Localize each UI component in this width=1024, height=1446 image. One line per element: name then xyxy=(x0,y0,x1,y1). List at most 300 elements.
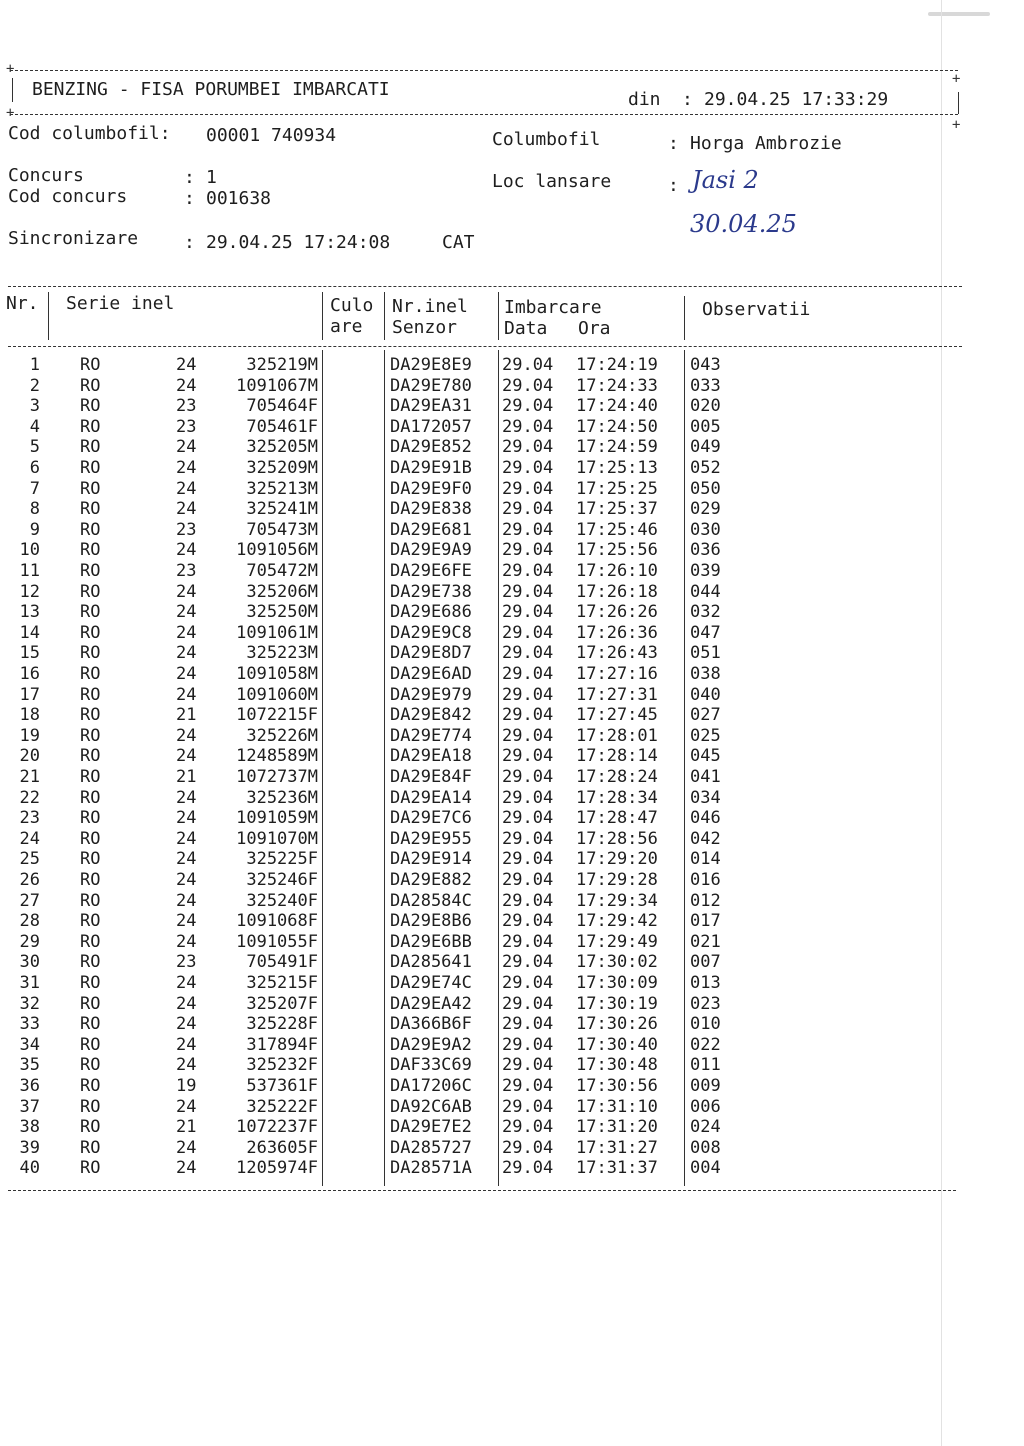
cell-sensor: DA29EA18 xyxy=(390,746,472,767)
header-observatii: Observatii xyxy=(702,299,811,320)
table-row xyxy=(0,973,960,994)
cell-obs: 034 xyxy=(690,787,721,808)
cell-country: RO xyxy=(80,416,101,437)
loc-lansare-colon: : xyxy=(668,175,679,196)
cell-nr: 31 xyxy=(19,973,40,993)
cell-ring: 325213M xyxy=(246,478,318,499)
cell-ring: 325219M xyxy=(246,355,318,375)
cod-columbofil-value: 00001 740934 xyxy=(206,125,337,146)
cell-sensor: DA29EA31 xyxy=(390,396,472,417)
cell-obs: 022 xyxy=(690,1034,721,1055)
cell-time: 17:30:09 xyxy=(576,973,658,993)
cell-ring: 325232F xyxy=(246,1055,318,1076)
cell-year: 21 xyxy=(176,705,197,726)
col-divider xyxy=(498,292,499,340)
cell-year: 24 xyxy=(176,973,197,993)
cell-country: RO xyxy=(80,437,101,458)
cell-nr: 1 xyxy=(29,355,40,375)
cell-sensor: DA29E914 xyxy=(390,849,472,870)
cell-sensor: DA29E738 xyxy=(390,581,472,602)
col-divider xyxy=(48,292,49,340)
cell-date: 29.04 xyxy=(502,416,554,437)
cell-ring: 1091058M xyxy=(236,664,318,684)
cell-obs: 052 xyxy=(690,458,721,478)
cell-ring: 325223M xyxy=(246,643,318,664)
cell-time: 17:29:49 xyxy=(576,931,658,952)
cell-ring: 1072737M xyxy=(236,767,318,787)
table-row xyxy=(0,705,960,726)
cell-ring: 325215F xyxy=(246,973,318,993)
cell-obs: 013 xyxy=(690,973,721,993)
cell-obs: 004 xyxy=(690,1158,721,1179)
cell-time: 17:29:42 xyxy=(576,911,658,932)
cell-time: 17:27:31 xyxy=(576,684,658,705)
cell-year: 24 xyxy=(176,375,197,396)
cell-obs: 020 xyxy=(690,396,721,417)
cell-nr: 18 xyxy=(19,705,40,726)
cell-nr: 20 xyxy=(19,746,40,767)
cell-date: 29.04 xyxy=(502,890,554,911)
cell-ring: 325241M xyxy=(246,499,318,520)
cell-year: 24 xyxy=(176,499,197,520)
cell-date: 29.04 xyxy=(502,437,554,458)
cell-obs: 045 xyxy=(690,746,721,767)
cell-country: RO xyxy=(80,911,101,932)
cell-obs: 010 xyxy=(690,1014,721,1035)
cell-country: RO xyxy=(80,931,101,952)
cell-sensor: DAF33C69 xyxy=(390,1055,472,1076)
cell-sensor: DA29E686 xyxy=(390,602,472,623)
cell-obs: 033 xyxy=(690,375,721,396)
columbofil-colon: : xyxy=(668,133,679,154)
cell-date: 29.04 xyxy=(502,931,554,952)
cell-year: 23 xyxy=(176,416,197,437)
cell-nr: 5 xyxy=(29,437,40,458)
cell-nr: 23 xyxy=(19,808,40,829)
cell-nr: 33 xyxy=(19,1014,40,1035)
cell-year: 24 xyxy=(176,828,197,849)
cell-sensor: DA285727 xyxy=(390,1137,472,1158)
cell-date: 29.04 xyxy=(502,828,554,849)
cell-date: 29.04 xyxy=(502,1117,554,1138)
cell-year: 24 xyxy=(176,643,197,664)
header-nr: Nr. xyxy=(6,293,39,314)
table-row xyxy=(0,808,960,829)
cell-obs: 047 xyxy=(690,622,721,643)
cell-ring: 325206M xyxy=(246,581,318,602)
cell-year: 24 xyxy=(176,1137,197,1158)
cell-country: RO xyxy=(80,890,101,911)
header-ora: Ora xyxy=(578,318,611,339)
header-culoare-2: are xyxy=(330,316,363,337)
din-label: din xyxy=(628,89,661,110)
table-row xyxy=(0,623,960,644)
cell-country: RO xyxy=(80,1117,101,1138)
cell-ring: 317894F xyxy=(246,1034,318,1055)
cell-ring: 1205974F xyxy=(236,1158,318,1179)
header-nrinel-2: Senzor xyxy=(392,317,458,338)
cell-obs: 005 xyxy=(690,416,721,437)
cell-year: 23 xyxy=(176,561,197,581)
cell-country: RO xyxy=(80,602,101,623)
table-row xyxy=(0,685,960,706)
cell-year: 24 xyxy=(176,870,197,890)
cell-year: 24 xyxy=(176,746,197,767)
cell-sensor: DA29E84F xyxy=(390,767,472,787)
sincronizare-timezone: CAT xyxy=(442,232,475,253)
cell-country: RO xyxy=(80,396,101,417)
cell-ring: 1072215F xyxy=(236,705,318,726)
cell-sensor: DA29E955 xyxy=(390,828,472,849)
cell-year: 19 xyxy=(176,1076,197,1096)
col-divider xyxy=(322,292,323,340)
cell-ring: 325240F xyxy=(246,890,318,911)
table-row xyxy=(0,396,960,417)
cell-date: 29.04 xyxy=(502,787,554,808)
cell-country: RO xyxy=(80,375,101,396)
cell-sensor: DA29E6AD xyxy=(390,664,472,684)
table-row xyxy=(0,1076,960,1097)
cell-year: 24 xyxy=(176,787,197,808)
table-row xyxy=(0,479,960,500)
cell-obs: 008 xyxy=(690,1137,721,1158)
cell-country: RO xyxy=(80,355,101,375)
cell-nr: 16 xyxy=(19,664,40,684)
cell-obs: 017 xyxy=(690,911,721,932)
cell-time: 17:31:10 xyxy=(576,1096,658,1117)
cell-obs: 036 xyxy=(690,540,721,561)
cell-nr: 14 xyxy=(19,622,40,643)
cell-sensor: DA29EA42 xyxy=(390,993,472,1014)
cell-date: 29.04 xyxy=(502,355,554,375)
cell-nr: 26 xyxy=(19,870,40,890)
table-row xyxy=(0,952,960,973)
cell-country: RO xyxy=(80,1014,101,1035)
table-row xyxy=(0,911,960,932)
cell-nr: 15 xyxy=(19,643,40,664)
cell-time: 17:28:14 xyxy=(576,746,658,767)
cell-date: 29.04 xyxy=(502,458,554,478)
table-row xyxy=(0,520,960,541)
table-row xyxy=(0,932,960,953)
cell-date: 29.04 xyxy=(502,1014,554,1035)
cell-date: 29.04 xyxy=(502,952,554,973)
concurs-value: 1 xyxy=(206,167,217,188)
cell-nr: 3 xyxy=(29,396,40,417)
cell-time: 17:26:43 xyxy=(576,643,658,664)
table-row xyxy=(0,376,960,397)
table-row xyxy=(0,561,960,582)
cell-country: RO xyxy=(80,540,101,561)
cod-columbofil-label: Cod columbofil: xyxy=(8,123,171,144)
cell-ring: 1091059M xyxy=(236,808,318,829)
cell-time: 17:28:01 xyxy=(576,725,658,746)
cell-date: 29.04 xyxy=(502,1137,554,1158)
cell-country: RO xyxy=(80,725,101,746)
cell-time: 17:30:02 xyxy=(576,952,658,973)
cell-date: 29.04 xyxy=(502,664,554,684)
col-divider xyxy=(684,350,685,1186)
cell-year: 24 xyxy=(176,355,197,375)
cell-sensor: DA29E9C8 xyxy=(390,622,472,643)
cell-country: RO xyxy=(80,767,101,787)
cell-date: 29.04 xyxy=(502,973,554,993)
cell-sensor: DA29E774 xyxy=(390,725,472,746)
cell-sensor: DA29E9A2 xyxy=(390,1034,472,1055)
header-data: Data xyxy=(504,318,548,339)
cell-time: 17:25:37 xyxy=(576,499,658,520)
cell-nr: 8 xyxy=(29,499,40,520)
cell-country: RO xyxy=(80,828,101,849)
header-nrinel-1: Nr.inel xyxy=(392,296,468,317)
cell-year: 24 xyxy=(176,458,197,478)
cell-country: RO xyxy=(80,1158,101,1179)
table-row xyxy=(0,1014,960,1035)
cell-date: 29.04 xyxy=(502,643,554,664)
cell-date: 29.04 xyxy=(502,705,554,726)
cod-concurs-colon: : xyxy=(184,188,195,209)
cell-obs: 011 xyxy=(690,1055,721,1076)
cell-time: 17:26:18 xyxy=(576,581,658,602)
cell-country: RO xyxy=(80,849,101,870)
cell-nr: 22 xyxy=(19,787,40,808)
table-row xyxy=(0,1055,960,1076)
cell-country: RO xyxy=(80,808,101,829)
cell-sensor: DA366B6F xyxy=(390,1014,472,1035)
cell-nr: 36 xyxy=(19,1076,40,1096)
cell-nr: 30 xyxy=(19,952,40,973)
cell-time: 17:24:19 xyxy=(576,355,658,375)
cell-time: 17:31:27 xyxy=(576,1137,658,1158)
cell-obs: 039 xyxy=(690,561,721,581)
cell-time: 17:30:26 xyxy=(576,1014,658,1035)
cell-time: 17:27:16 xyxy=(576,664,658,684)
cell-country: RO xyxy=(80,746,101,767)
corner-mark: + xyxy=(6,105,15,121)
cell-ring: 325250M xyxy=(246,602,318,623)
cell-ring: 1091056M xyxy=(236,540,318,561)
cell-ring: 1091061M xyxy=(236,622,318,643)
cell-ring: 325225F xyxy=(246,849,318,870)
cell-year: 24 xyxy=(176,1158,197,1179)
header-culoare-1: Culo xyxy=(330,295,374,316)
corner-mark: + xyxy=(952,117,961,133)
cell-sensor: DA29E7C6 xyxy=(390,808,472,829)
cell-ring: 325226M xyxy=(246,725,318,746)
cell-date: 29.04 xyxy=(502,499,554,520)
cell-obs: 030 xyxy=(690,519,721,540)
cell-year: 24 xyxy=(176,684,197,705)
cell-ring: 325246F xyxy=(246,870,318,890)
cell-date: 29.04 xyxy=(502,746,554,767)
cell-sensor: DA17206C xyxy=(390,1076,472,1096)
cell-time: 17:24:33 xyxy=(576,375,658,396)
cell-nr: 25 xyxy=(19,849,40,870)
cell-obs: 049 xyxy=(690,437,721,458)
cell-time: 17:30:19 xyxy=(576,993,658,1014)
header-bottom-border xyxy=(10,114,958,115)
cell-country: RO xyxy=(80,952,101,973)
cell-obs: 024 xyxy=(690,1117,721,1138)
cell-ring: 1091070M xyxy=(236,828,318,849)
cell-year: 24 xyxy=(176,931,197,952)
cell-time: 17:26:26 xyxy=(576,602,658,623)
cell-date: 29.04 xyxy=(502,540,554,561)
corner-mark: + xyxy=(6,61,15,77)
cell-obs: 043 xyxy=(690,355,721,375)
cell-country: RO xyxy=(80,1076,101,1096)
cell-year: 24 xyxy=(176,622,197,643)
cell-sensor: DA29E8E9 xyxy=(390,355,472,375)
cell-nr: 29 xyxy=(19,931,40,952)
cell-year: 24 xyxy=(176,1034,197,1055)
cell-nr: 40 xyxy=(19,1158,40,1179)
cell-sensor: DA28584C xyxy=(390,890,472,911)
table-row xyxy=(0,1158,960,1179)
col-divider xyxy=(384,350,385,1186)
cell-ring: 705472M xyxy=(246,561,318,581)
cell-sensor: DA29E6BB xyxy=(390,931,472,952)
table-row xyxy=(0,602,960,623)
cell-nr: 24 xyxy=(19,828,40,849)
cell-country: RO xyxy=(80,458,101,478)
cell-sensor: DA29E74C xyxy=(390,973,472,993)
cell-obs: 006 xyxy=(690,1096,721,1117)
cell-country: RO xyxy=(80,684,101,705)
cell-nr: 13 xyxy=(19,602,40,623)
cell-time: 17:29:20 xyxy=(576,849,658,870)
cell-ring: 705473M xyxy=(246,519,318,540)
cell-ring: 1091055F xyxy=(236,931,318,952)
cell-year: 24 xyxy=(176,581,197,602)
cell-country: RO xyxy=(80,1137,101,1158)
table-row xyxy=(0,849,960,870)
cod-concurs-value: 001638 xyxy=(206,188,272,209)
table-row xyxy=(0,726,960,747)
cell-nr: 9 xyxy=(29,519,40,540)
cell-date: 29.04 xyxy=(502,1076,554,1096)
cell-time: 17:29:34 xyxy=(576,890,658,911)
cell-date: 29.04 xyxy=(502,849,554,870)
cell-time: 17:31:37 xyxy=(576,1158,658,1179)
cell-country: RO xyxy=(80,561,101,581)
cell-date: 29.04 xyxy=(502,870,554,890)
cell-obs: 014 xyxy=(690,849,721,870)
col-divider xyxy=(684,296,685,340)
sincronizare-label: Sincronizare xyxy=(8,228,139,249)
cell-ring: 325207F xyxy=(246,993,318,1014)
table-row xyxy=(0,1138,960,1159)
cell-nr: 34 xyxy=(19,1034,40,1055)
cell-sensor: DA29E8D7 xyxy=(390,643,472,664)
cell-country: RO xyxy=(80,870,101,890)
cell-year: 24 xyxy=(176,1096,197,1117)
cell-year: 24 xyxy=(176,808,197,829)
table-row xyxy=(0,891,960,912)
cell-date: 29.04 xyxy=(502,1096,554,1117)
cell-nr: 21 xyxy=(19,767,40,787)
cell-time: 17:30:56 xyxy=(576,1076,658,1096)
cell-ring: 325209M xyxy=(246,458,318,478)
cell-year: 24 xyxy=(176,437,197,458)
header-right-border xyxy=(958,92,959,114)
cell-sensor: DA29E882 xyxy=(390,870,472,890)
table-row xyxy=(0,582,960,603)
cell-date: 29.04 xyxy=(502,725,554,746)
cell-ring: 1072237F xyxy=(236,1117,318,1138)
cell-sensor: DA28571A xyxy=(390,1158,472,1179)
cell-country: RO xyxy=(80,1034,101,1055)
table-row xyxy=(0,664,960,685)
cell-country: RO xyxy=(80,787,101,808)
cell-obs: 029 xyxy=(690,499,721,520)
sincronizare-colon: : xyxy=(184,232,195,253)
cell-time: 17:26:36 xyxy=(576,622,658,643)
cell-sensor: DA29E91B xyxy=(390,458,472,478)
cell-nr: 19 xyxy=(19,725,40,746)
cell-year: 24 xyxy=(176,911,197,932)
cell-country: RO xyxy=(80,993,101,1014)
cell-country: RO xyxy=(80,1055,101,1076)
cell-sensor: DA29E9F0 xyxy=(390,478,472,499)
loc-lansare-label: Loc lansare xyxy=(492,171,612,192)
table-row xyxy=(0,829,960,850)
cell-ring: 325236M xyxy=(246,787,318,808)
cell-time: 17:31:20 xyxy=(576,1117,658,1138)
cell-year: 21 xyxy=(176,767,197,787)
cell-country: RO xyxy=(80,499,101,520)
col-divider xyxy=(322,350,323,1186)
cell-obs: 041 xyxy=(690,767,721,787)
cell-country: RO xyxy=(80,705,101,726)
table-row xyxy=(0,870,960,891)
col-divider xyxy=(384,292,385,340)
cell-obs: 044 xyxy=(690,581,721,602)
cell-sensor: DA29E852 xyxy=(390,437,472,458)
cell-date: 29.04 xyxy=(502,1055,554,1076)
cell-sensor: DA29E7E2 xyxy=(390,1117,472,1138)
cell-ring: 325222F xyxy=(246,1096,318,1117)
cell-date: 29.04 xyxy=(502,684,554,705)
cell-nr: 35 xyxy=(19,1055,40,1076)
cell-ring: 325205M xyxy=(246,437,318,458)
cell-obs: 009 xyxy=(690,1076,721,1096)
cell-time: 17:24:59 xyxy=(576,437,658,458)
loc-lansare-handwritten: Jasi 2 xyxy=(692,166,759,194)
document-title: BENZING - FISA PORUMBEI IMBARCATI xyxy=(32,79,390,100)
cell-date: 29.04 xyxy=(502,396,554,417)
cell-time: 17:25:56 xyxy=(576,540,658,561)
cell-time: 17:25:46 xyxy=(576,519,658,540)
cell-year: 23 xyxy=(176,396,197,417)
cell-date: 29.04 xyxy=(502,1034,554,1055)
cell-ring: 705491F xyxy=(246,952,318,973)
concurs-colon: : xyxy=(184,167,195,188)
cell-year: 21 xyxy=(176,1117,197,1138)
cell-obs: 016 xyxy=(690,870,721,890)
header-serie-inel: Serie inel xyxy=(66,293,175,314)
table-row xyxy=(0,540,960,561)
table-top-border xyxy=(8,286,962,287)
cell-date: 29.04 xyxy=(502,581,554,602)
cell-ring: 1091068F xyxy=(236,911,318,932)
cell-time: 17:24:40 xyxy=(576,396,658,417)
cell-obs: 012 xyxy=(690,890,721,911)
cell-year: 23 xyxy=(176,952,197,973)
cell-date: 29.04 xyxy=(502,622,554,643)
cell-country: RO xyxy=(80,622,101,643)
cell-nr: 12 xyxy=(19,581,40,602)
